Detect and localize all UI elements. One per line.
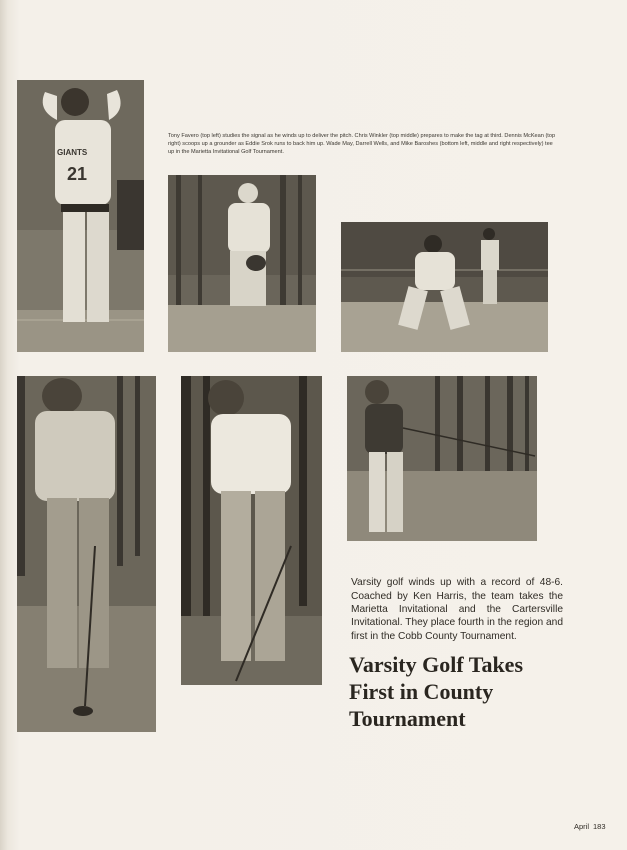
headline [349,651,569,732]
page-folio [574,822,606,831]
photo-golfer-middle [181,376,322,685]
headline-line-2: First in County [349,679,494,704]
photo-pitcher [17,80,144,352]
photo-golfer-left [17,376,156,732]
photo-golfer-right [347,376,537,541]
golf-summary-text: Varsity golf winds up with a record of 48-6. Coached by Ken Harris, the team takes the Marietta Invitational and the Cartersville Invitational. They place fourth in the region and first in the Cobb County Tournament. [351,577,563,642]
jersey-number: 21 [67,164,88,184]
folio-month: April [574,822,590,831]
photo-grounder [341,222,548,352]
headline-line-1: Varsity Golf Takes [349,652,524,677]
folio-page-number: 183 [593,822,606,831]
photo-caption: Tony Favero (top left) studies the signal as he winds up to deliver the pitch. Chris Winkler (top middle) prepares to make the tag at third. Dennis McKean (top right) scoops up a grounder as Eddie Srok runs to back him up. Wade May, Darrell Wells, and Mike Baroshes (bottom left, middle and right respectively) tee up in the Marietta Invitational Golf Tournament. [168,132,556,155]
headline-line-3: Tournament [349,706,466,731]
jersey-text: GIANTS [57,148,88,157]
photo-third-base-tag [168,175,316,352]
